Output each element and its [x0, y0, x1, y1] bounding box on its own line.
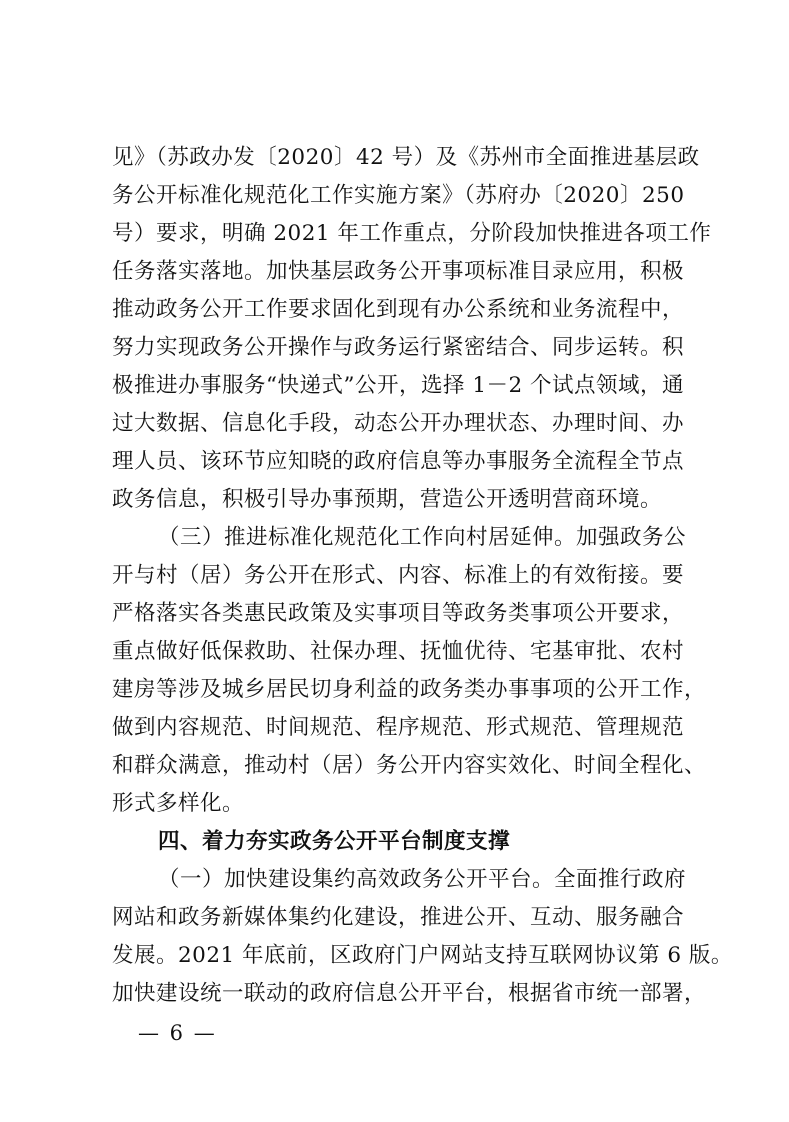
text-line-1: 见》（苏政办发〔2020〕42 号）及《苏州市全面推进基层政	[112, 145, 700, 170]
text-line-3: 号）要求，明确 2021 年工作重点，分阶段加快推进各项工作	[112, 221, 712, 246]
text-line-21: 网站和政务新媒体集约化建设，推进公开、互动、服务融合	[112, 905, 685, 930]
text-line-16: 做到内容规范、时间规范、程序规范、形式规范、管理规范	[112, 715, 685, 740]
text-line-7: 极推进办事服务“快递式”公开，选择 1－2 个试点领域，通	[112, 373, 685, 398]
section-3-first-line: （三）推进标准化规范化工作向村居延伸。加强政务公	[158, 525, 687, 550]
text-line-12: 开与村（居）务公开在形式、内容、标准上的有效衔接。要	[112, 563, 685, 588]
text-line-22: 发展。2021 年底前，区政府门户网站支持互联网协议第 6 版。	[112, 943, 733, 968]
text-line-8: 过大数据、信息化手段，动态公开办理状态、办理时间、办	[112, 411, 685, 436]
text-line-10: 政务信息，积极引导办事预期，营造公开透明营商环境。	[112, 487, 663, 512]
text-line-4: 任务落实落地。加快基层政务公开事项标准目录应用，积极	[112, 259, 685, 284]
text-line-14: 重点做好低保救助、社保办理、抚恤优待、宅基审批、农村	[112, 639, 685, 664]
text-line-2: 务公开标准化规范化工作实施方案》（苏府办〔2020〕250	[112, 183, 685, 208]
text-line-15: 建房等涉及城乡居民切身利益的政务类办事事项的公开工作，	[112, 677, 707, 702]
section-heading-4: 四、着力夯实政务公开平台制度支撑	[158, 829, 511, 854]
subsection-1-first-line: （一）加快建设集约高效政务公开平台。全面推行政府	[158, 867, 687, 892]
text-line-13: 严格落实各类惠民政策及实事项目等政务类事项公开要求，	[112, 601, 685, 626]
text-line-18: 形式多样化。	[112, 791, 245, 816]
text-line-6: 努力实现政务公开操作与政务运行紧密结合、同步运转。积	[112, 335, 685, 360]
text-line-17: 和群众满意，推动村（居）务公开内容实效化、时间全程化、	[112, 753, 707, 778]
page-number: — 6 —	[138, 1021, 217, 1045]
text-line-5: 推动政务公开工作要求固化到现有办公系统和业务流程中，	[112, 297, 685, 322]
text-line-23: 加快建设统一联动的政府信息公开平台，根据省市统一部署，	[112, 981, 707, 1006]
text-line-9: 理人员、该环节应知晓的政府信息等办事服务全流程全节点	[112, 449, 685, 474]
